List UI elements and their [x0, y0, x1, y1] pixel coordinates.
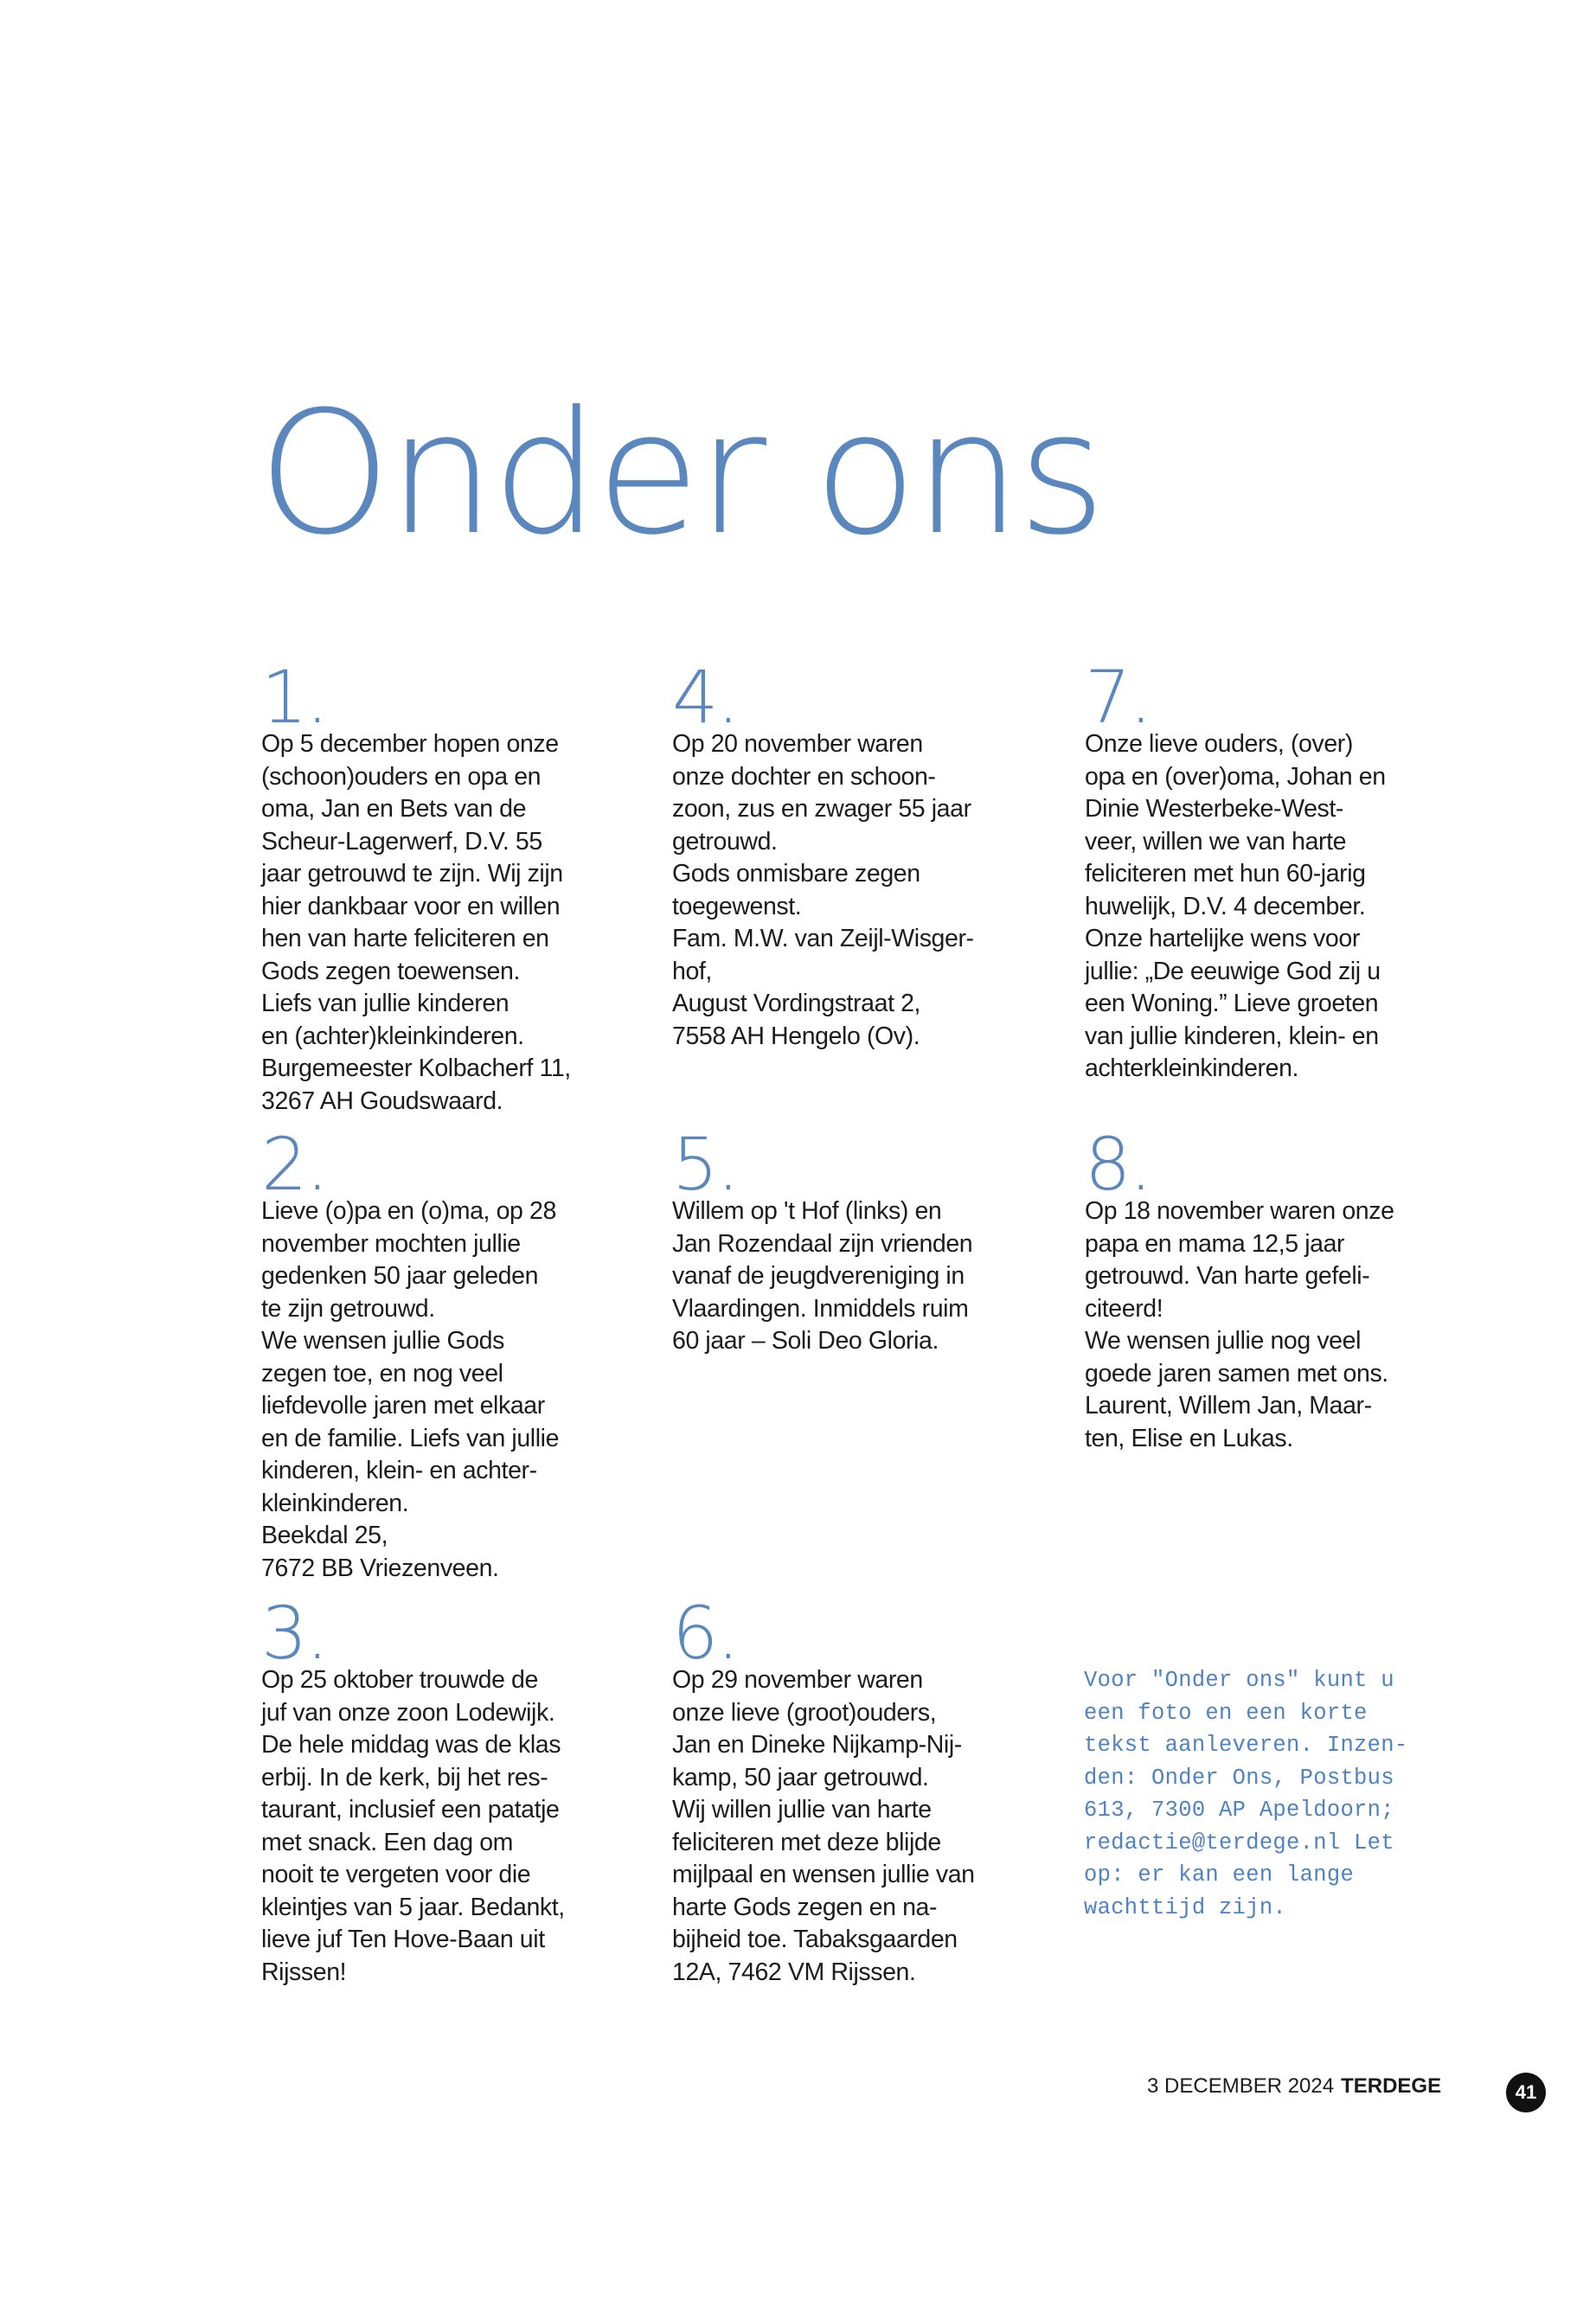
issue-date: 3 DECEMBER 2024	[1147, 2074, 1335, 2098]
page-number-badge: 41	[1506, 2073, 1546, 2112]
entry-text: Op 25 oktober trouwde de juf van onze zoon Lodewijk. De hele middag was de klas erbij. In de kerk, bij het res- taurant, inclusief een patatje met snack. Een dag om nooit te vergeten voor die kleintjes van 5 jaar. Bedankt, lieve juf Ten Hove-Baan uit Rijssen!	[261, 1666, 565, 1986]
entry-text: Op 18 november waren onze papa en mama 12,5 jaar getrouwd. Van harte gefeli- citeerd! We wensen jullie nog veel goede jaren samen met ons. Laurent, Willem Jan, Maar- ten, Elise en Lukas.	[1085, 1197, 1394, 1452]
entry-number: 8.	[1085, 1122, 1151, 1207]
entry-8	[1085, 1122, 1448, 1455]
entry-6	[672, 1591, 1035, 1989]
entry-text: Onze lieve ouders, (over) opa en (over)oma, Johan en Dinie Westerbeke-West- veer, willen we van harte feliciteren met hun 60-jarig huwelijk, D.V. 4 december. Onze hartelijke wens voor jullie: „De eeuwige God zij u een Woning.” Lieve groeten van jullie kinderen, klein- en achterkleinkinderen.	[1085, 730, 1386, 1082]
entry-number: 1.	[261, 655, 328, 740]
entry-number: 3.	[261, 1591, 328, 1676]
entry-text: Lieve (o)pa en (o)ma, op 28 november mochten jullie gedenken 50 jaar geleden te zijn getrouwd. We wensen jullie Gods zegen toe, en nog veel liefdevolle jaren met elkaar en de familie. Liefs van jullie kinderen, klein- en achter- kleinkinderen. Beekdal 25, 7672 BB Vriezenveen.	[261, 1197, 560, 1582]
page-title: Onder ons	[258, 375, 1103, 573]
page-footer	[1147, 2074, 1441, 2099]
entry-3	[261, 1591, 625, 1989]
entry-2	[261, 1122, 625, 1585]
entry-1	[261, 655, 625, 1118]
entry-4	[672, 655, 1035, 1053]
entry-text: Op 29 november waren onze lieve (groot)ouders, Jan en Dineke Nijkamp-Nij- kamp, 50 jaar getrouwd. Wij willen jullie van harte feliciteren met deze blijde mijlpaal en wensen jullie van harte Gods zegen en na- bijheid toe. Tabaksgaarden 12A, 7462 VM Rijssen.	[672, 1666, 975, 1986]
entry-number: 7.	[1085, 655, 1151, 740]
entry-text: Willem op 't Hof (links) en Jan Rozendaal zijn vrienden vanaf de jeugdvereniging in Vlaardingen. Inmiddels ruim 60 jaar – Soli Deo Gloria.	[672, 1197, 973, 1355]
entry-number: 2.	[261, 1122, 328, 1207]
entry-7	[1085, 655, 1448, 1086]
entry-text: Op 20 november waren onze dochter en schoon- zoon, zus en zwager 55 jaar getrouwd. Gods onmisbare zegen toegewenst. Fam. M.W. van Zeijl-Wisger- hof, August Vordingstraat 2, 7558 AH Hengelo (Ov).	[672, 730, 974, 1050]
entry-5	[672, 1122, 1035, 1358]
entry-number: 5.	[672, 1122, 739, 1207]
entry-number: 4.	[672, 655, 739, 740]
magazine-name: TERDEGE	[1341, 2074, 1442, 2098]
submission-note: Voor "Onder ons" kunt u een foto en een korte tekst aanleveren. Inzen- den: Onder Ons, Postbus 613, 7300 AP Apeldoorn; redactie@terdege.nl Let op: er kan een lange wachttijd zijn.	[1084, 1668, 1408, 1920]
entry-number: 6.	[672, 1591, 739, 1676]
entry-text: Op 5 december hopen onze (schoon)ouders en opa en oma, Jan en Bets van de Scheur-Lagerwerf, D.V. 55 jaar getrouwd te zijn. Wij zijn hier dankbaar voor en willen hen van harte feliciteren en Gods zegen toewensen. Liefs van jullie kinderen en (achter)kleinkinderen. Burgemeester Kolbacherf 11, 3267 AH Goudswaard.	[261, 730, 571, 1115]
